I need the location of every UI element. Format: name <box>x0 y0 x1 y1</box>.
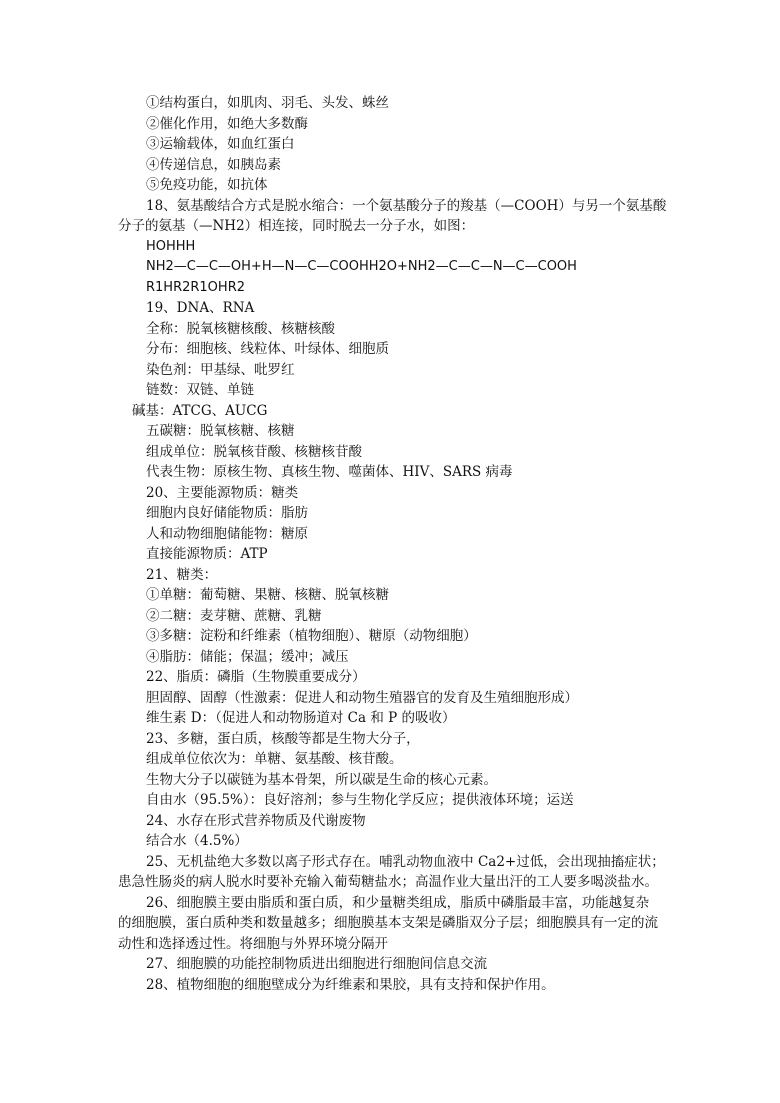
section-heading: 28、植物细胞的细胞壁成分为纤维素和果胶，具有支持和保护作用。 <box>146 976 555 993</box>
section-heading: 27、细胞膜的功能控制物质进出细胞进行细胞间信息交流 <box>146 956 488 972</box>
section-heading: 25、无机盐绝大多数以离子形式存在。哺乳动物血液中 Ca2+过低，会出现抽搐症状； <box>146 853 665 870</box>
formula-line: HOHHH <box>146 238 196 254</box>
text-line: 全称：脱氧核糖核酸、核糖核酸 <box>146 320 335 337</box>
formula-line: NH2—C—C—OH+H—N—C—COOHH2O+NH2—C—C—N—C—COOH <box>146 259 577 274</box>
text-line: 患急性肠炎的病人脱水时要补充输入葡萄糖盐水；高温作业大量出汗的工人要多喝淡盐水。 <box>118 874 658 890</box>
list-item: ①单糖：葡萄糖、果糖、核糖、脱氧核糖 <box>146 587 389 603</box>
section-heading: 22、脂质：磷脂（生物膜重要成分） <box>146 669 366 685</box>
section-heading: 19、DNA、RNA <box>146 300 255 316</box>
text-line: 组成单位依次为：单糖、氨基酸、核苷酸。 <box>146 751 403 767</box>
section-heading: 21、糖类： <box>146 566 218 583</box>
section-heading: 24、水存在形式营养物质及代谢废物 <box>146 812 366 829</box>
text-line: 碱基：ATCG、AUCG <box>132 402 268 419</box>
text-line: 人和动物细胞储能物：糖原 <box>146 525 308 542</box>
section-heading: 23、多糖，蛋白质，核酸等都是生物大分子， <box>146 730 420 747</box>
section-heading: 26、细胞膜主要由脂质和蛋白质，和少量糖类组成，脂质中磷脂最丰富，功能越复杂 <box>146 894 650 911</box>
text-line: 直接能源物质：ATP <box>146 546 268 562</box>
section-heading: 18、氨基酸结合方式是脱水缩合：一个氨基酸分子的羧基（—COOH）与另一个氨基酸 <box>146 197 667 214</box>
text-line: 结合水（4.5%） <box>146 833 248 849</box>
document-body <box>0 93 780 995</box>
list-item: ②二糖：麦芽糖、蔗糖、乳糖 <box>146 607 322 624</box>
list-item: ①结构蛋白，如肌肉、羽毛、头发、蛛丝 <box>146 95 389 111</box>
text-line: 代表生物：原核生物、真核生物、噬菌体、HIV、SARS 病毒 <box>146 464 513 480</box>
text-line: 组成单位：脱氧核苷酸、核糖核苷酸 <box>146 443 362 460</box>
text-line: 染色剂：甲基绿、吡罗红 <box>146 361 295 378</box>
text-line: 分子的氨基（—NH2）相连接，同时脱去一分子水，如图： <box>118 218 475 234</box>
list-item: ⑤免疫功能，如抗体 <box>146 177 268 193</box>
list-item: ③多糖：淀粉和纤维素（植物细胞）、糖原（动物细胞） <box>146 628 477 644</box>
text-line: 生物大分子以碳链为基本骨架，所以碳是生命的核心元素。 <box>146 771 497 788</box>
text-line: 维生素 D：（促进人和动物肠道对 Ca 和 P 的吸收） <box>146 710 456 726</box>
list-item: ④脂肪：储能；保温；缓冲；减压 <box>146 648 349 665</box>
text-line: 的细胞膜，蛋白质种类和数量越多；细胞膜基本支架是磷脂双分子层；细胞膜具有一定的流 <box>118 915 658 931</box>
text-line: 胆固醇、固醇（性激素：促进人和动物生殖器官的发育及生殖细胞形成） <box>146 689 578 706</box>
list-item: ④传递信息，如胰岛素 <box>146 156 281 173</box>
section-heading: 20、主要能源物质：糖类 <box>146 484 299 501</box>
text-line: 动性和选择透过性。将细胞与外界环境分隔开 <box>118 935 388 952</box>
formula-line: R1HR2R1OHR2 <box>146 279 245 295</box>
text-line: 细胞内良好储能物质：脂肪 <box>146 505 308 521</box>
list-item: ③运输载体，如血红蛋白 <box>146 136 295 152</box>
list-item: ②催化作用，如绝大多数酶 <box>146 115 308 132</box>
text-line: 分布：细胞核、线粒体、叶绿体、细胞质 <box>146 341 389 357</box>
text-line: 自由水（95.5%）：良好溶剂；参与生物化学反应；提供液体环境；运送 <box>146 792 574 808</box>
text-line: 五碳糖：脱氧核糖、核糖 <box>146 423 295 439</box>
text-line: 链数：双链、单链 <box>146 382 254 398</box>
